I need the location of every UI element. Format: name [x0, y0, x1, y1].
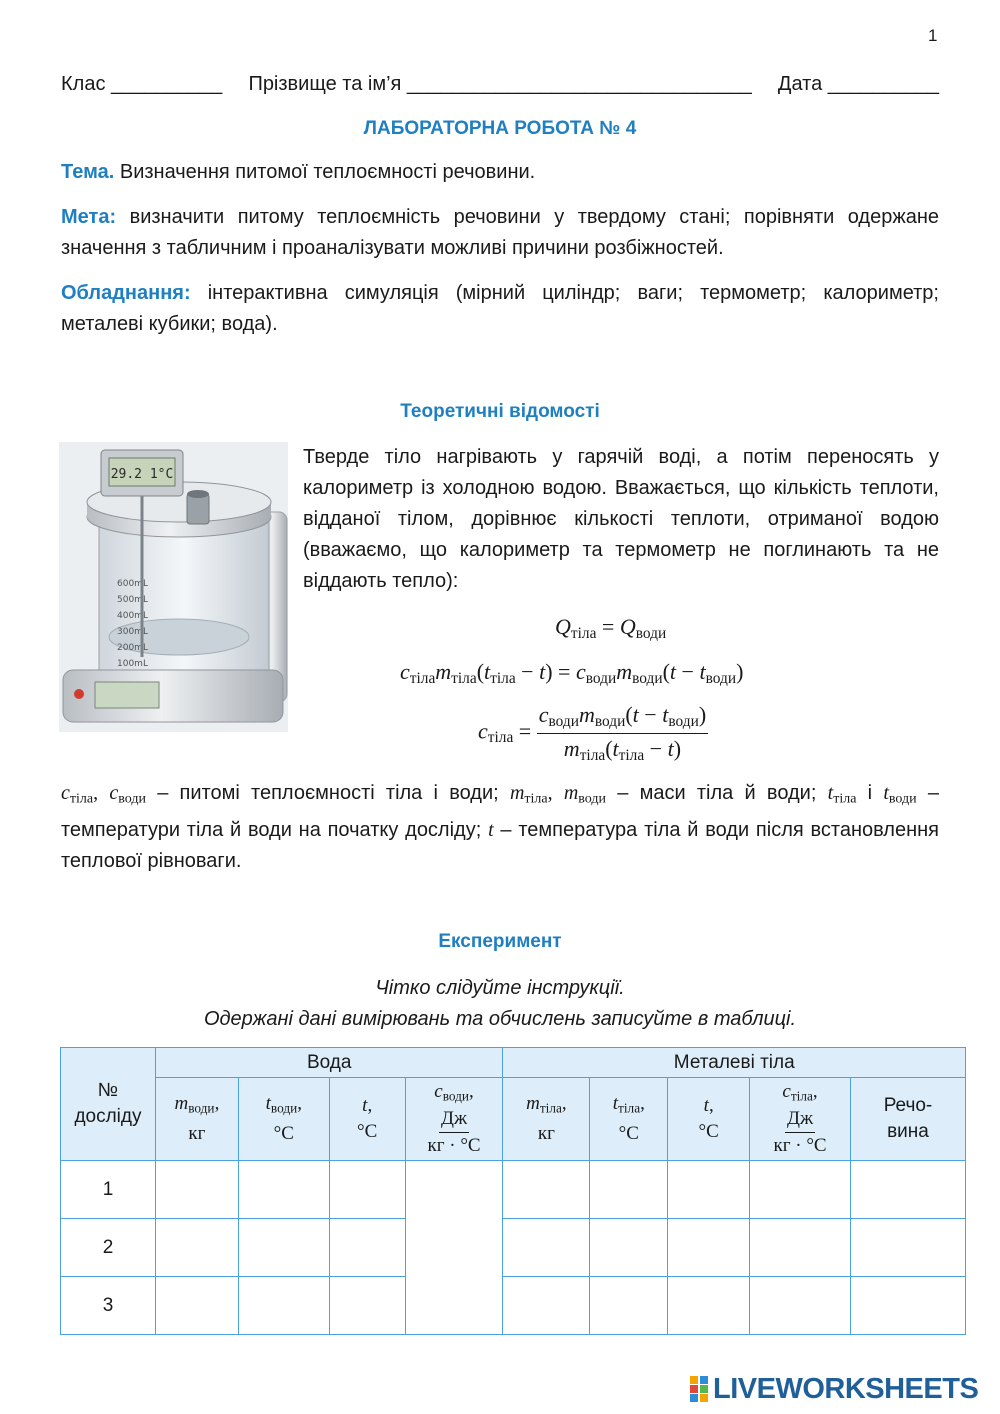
sym: t: [883, 782, 889, 804]
sym: t: [612, 735, 619, 761]
group-header-metal: Металеві тіла: [503, 1048, 966, 1078]
goal-label: Мета:: [61, 206, 117, 228]
sym: t: [488, 818, 494, 841]
unit: °С: [618, 1123, 639, 1145]
sym: ,: [93, 782, 99, 804]
cell-input[interactable]: [155, 1161, 238, 1219]
sym: ,: [640, 1092, 645, 1114]
indicator-light: [74, 689, 84, 699]
sym: m: [509, 782, 525, 804]
sym: t: [699, 659, 706, 684]
cell-input[interactable]: [750, 1277, 851, 1335]
unit: Дж: [439, 1108, 469, 1133]
sym: t: [703, 1095, 709, 1116]
unit: кг · °С: [427, 1134, 481, 1156]
unit: Дж: [785, 1108, 815, 1133]
cell-input[interactable]: [850, 1161, 965, 1219]
calorimeter-illustration: [59, 442, 288, 732]
cell-input[interactable]: [668, 1161, 750, 1219]
symbols-legend: [61, 778, 939, 877]
cell-input[interactable]: [668, 1277, 750, 1335]
sym: тіла: [451, 669, 477, 687]
scale-mark: 500mL: [117, 595, 148, 605]
col-header-t-body: [590, 1078, 668, 1161]
sym: =: [518, 718, 532, 744]
sym: ,: [561, 1092, 567, 1114]
cell-input[interactable]: [329, 1219, 405, 1277]
legend-text: – температури тіла й води на початку досліду;: [61, 782, 940, 841]
formula-expanded: $c_{тіла}m_{тіла}(t_{тіла} - t) = c_{води}m_{води}(t - t_{води})$: [400, 659, 744, 687]
sym: ,: [367, 1095, 373, 1116]
sym: води: [888, 791, 917, 807]
date-field[interactable]: Дата __________: [777, 73, 939, 95]
sym: ,: [708, 1095, 714, 1116]
sym: =: [558, 659, 571, 684]
sym: c: [538, 702, 549, 727]
sym: Q: [555, 614, 571, 639]
unit: кг · °С: [773, 1134, 827, 1156]
unit: °С: [273, 1123, 294, 1145]
scale-mark: 200mL: [117, 643, 148, 653]
cell-input[interactable]: [155, 1219, 238, 1277]
results-table: [60, 1047, 966, 1335]
fraction: $\frac{c_{води}m_{води}(t - t_{води})}{m_{тіла}(t_{тіла} - t)}$: [538, 702, 707, 764]
class-field[interactable]: Клас __________: [61, 73, 223, 95]
legend-text: і: [856, 782, 884, 804]
equipment-label: Обладнання:: [61, 282, 191, 304]
sym: t: [612, 1092, 619, 1114]
sym: тіла: [618, 1100, 641, 1116]
sym: тіла: [539, 1100, 562, 1116]
equipment-paragraph: [61, 278, 939, 340]
sym: води: [632, 669, 663, 687]
sym: t: [265, 1092, 271, 1114]
legend-text: – температура тіла й води після встановлення теплової рівноваги.: [61, 818, 939, 872]
sym: t: [362, 1095, 368, 1116]
sym: тіла: [487, 729, 514, 747]
name-field[interactable]: Прізвище та ім’я _______________________________: [248, 73, 752, 95]
sym: води: [594, 712, 626, 730]
sym: t: [484, 659, 491, 684]
scale-mark: 100mL: [117, 659, 148, 669]
legend-text: – питомі теплоємності тіла і води;: [145, 782, 510, 804]
sym: ,: [297, 1092, 302, 1114]
sym: m: [563, 782, 579, 804]
col-header-t-final-water: [329, 1078, 405, 1161]
sym: c: [575, 659, 586, 684]
sym: тіла: [570, 624, 597, 642]
row-number: 2: [61, 1219, 156, 1277]
instruction-line-2: Одержані дані вимірювань та обчислень записуйте в таблиці.: [203, 1008, 797, 1030]
sym: −: [681, 659, 694, 684]
sym: ,: [214, 1092, 220, 1114]
col-header-m-water: [155, 1078, 238, 1161]
unit: °С: [357, 1121, 378, 1142]
page-title: ЛАБОРАТОРНА РОБОТА № 4: [363, 118, 637, 139]
formula-specific-heat: [478, 702, 708, 765]
sym: c: [61, 782, 70, 804]
sym: води: [578, 791, 607, 807]
row-number: 1: [61, 1161, 156, 1219]
cell-input[interactable]: [850, 1219, 965, 1277]
theory-paragraph: Тверде тіло нагрівають у гарячій воді, а потім переносять у калориметр із холодною водою. Вважається, що кількість теплоти, відданої тілом, дорівнює кількості теплоти, отриманої водою (вважаємо, що калориметр та термометр не поглинають та не віддають тепло):: [303, 446, 939, 592]
scale-mark: 600mL: [117, 579, 148, 589]
base-display: [95, 682, 159, 708]
sym: тіла: [524, 791, 548, 807]
sym: t: [667, 735, 674, 761]
sym: Q: [619, 614, 636, 639]
sym: води: [705, 669, 737, 687]
cell-input[interactable]: [590, 1219, 668, 1277]
topic-label: Тема.: [61, 161, 115, 183]
sym: m: [174, 1092, 189, 1114]
page-number: 1: [928, 26, 938, 45]
cell-input[interactable]: [329, 1277, 405, 1335]
sym: t: [827, 782, 834, 804]
sym: =: [601, 614, 615, 639]
unit: кг: [188, 1123, 206, 1145]
col-header-trial: № досліду: [61, 1048, 156, 1161]
sym: t: [669, 659, 677, 684]
cell-input[interactable]: [329, 1161, 405, 1219]
sym: −: [644, 702, 657, 727]
sym: ,: [469, 1081, 474, 1103]
sym: m: [526, 1092, 540, 1114]
cell-input[interactable]: [590, 1161, 668, 1219]
sym: c: [109, 782, 119, 804]
logo-icon: [690, 1376, 710, 1402]
col-header-substance: Речо-вина: [850, 1078, 965, 1161]
sym: m: [578, 702, 595, 727]
sym: t: [539, 659, 546, 684]
cell-input[interactable]: [238, 1161, 329, 1219]
topic-text: Визначення питомої теплоємності речовини.: [114, 161, 536, 183]
sym: тіла: [618, 746, 645, 764]
col-header-m-body: [503, 1078, 590, 1161]
cell-input[interactable]: [503, 1277, 590, 1335]
sym: води: [668, 712, 699, 730]
cell-input[interactable]: [503, 1161, 590, 1219]
cell-input[interactable]: [503, 1219, 590, 1277]
legend-text: – маси тіла й води;: [606, 782, 828, 804]
sym: t: [662, 702, 669, 727]
sym: −: [521, 659, 534, 684]
cell-input[interactable]: [750, 1219, 851, 1277]
sym: m: [435, 659, 452, 684]
sym: води: [635, 624, 667, 642]
student-info-line: [61, 69, 939, 100]
sym: води: [188, 1100, 215, 1116]
instruction-line-1: Чітко слідуйте інструкції.: [375, 977, 625, 999]
unit: °С: [698, 1121, 719, 1142]
cell-input[interactable]: [750, 1161, 851, 1219]
sym: тіла: [409, 669, 436, 687]
cell-input[interactable]: [238, 1219, 329, 1277]
sym: води: [118, 791, 146, 807]
sym: ,: [547, 782, 553, 804]
sym: тіла: [579, 746, 606, 764]
cell-input-c-water[interactable]: [405, 1161, 503, 1335]
col-header-t-water: [238, 1078, 329, 1161]
cell-input[interactable]: [668, 1219, 750, 1277]
logo-text: LIVEWORKSHEETS: [713, 1372, 979, 1405]
goal-paragraph: [61, 202, 939, 264]
sym: тіла: [790, 1088, 813, 1104]
theory-heading: Теоретичні відомості: [400, 401, 600, 422]
cell-input[interactable]: [155, 1277, 238, 1335]
sym: тіла: [833, 791, 857, 807]
cell-input[interactable]: [850, 1277, 965, 1335]
sym: m: [616, 659, 633, 684]
scale-mark: 300mL: [117, 627, 148, 637]
sym: c: [400, 659, 410, 684]
sym: c: [782, 1081, 791, 1103]
sym: води: [585, 669, 617, 687]
col-header-c-body: [750, 1078, 851, 1161]
sym: води: [270, 1100, 298, 1116]
sym: c: [478, 718, 488, 744]
goal-text: визначити питому теплоємність речовини у твердому стані; порівняти одержане значення з табличним і проаналізувати можливі причини розбіжностей.: [61, 206, 939, 259]
sym: c: [434, 1081, 443, 1103]
sym: ,: [812, 1081, 818, 1103]
sym: t: [632, 702, 639, 727]
group-header-water: Вода: [155, 1048, 503, 1078]
thermometer-reading: 29.2 1°C: [110, 467, 174, 482]
sym: води: [548, 712, 579, 730]
cell-input[interactable]: [238, 1277, 329, 1335]
experiment-heading: Експеримент: [438, 931, 562, 952]
col-header-t-final-body: [668, 1078, 750, 1161]
sym: води: [442, 1088, 470, 1104]
equipment-text: інтерактивна симуляція (мірний циліндр; ваги; термометр; калориметр; металеві кубики; вода).: [61, 282, 939, 335]
formula-heat-balance: [555, 614, 666, 643]
sym: −: [649, 735, 663, 761]
unit: кг: [537, 1123, 555, 1145]
scale-mark: 400mL: [117, 611, 148, 621]
row-number: 3: [61, 1277, 156, 1335]
sym: тіла: [490, 669, 516, 687]
sym: тіла: [69, 791, 94, 807]
sym: m: [563, 735, 580, 761]
cell-input[interactable]: [590, 1277, 668, 1335]
col-header-c-water: [405, 1078, 503, 1161]
topic-paragraph: [61, 157, 939, 188]
liveworksheets-logo: [690, 1372, 990, 1406]
